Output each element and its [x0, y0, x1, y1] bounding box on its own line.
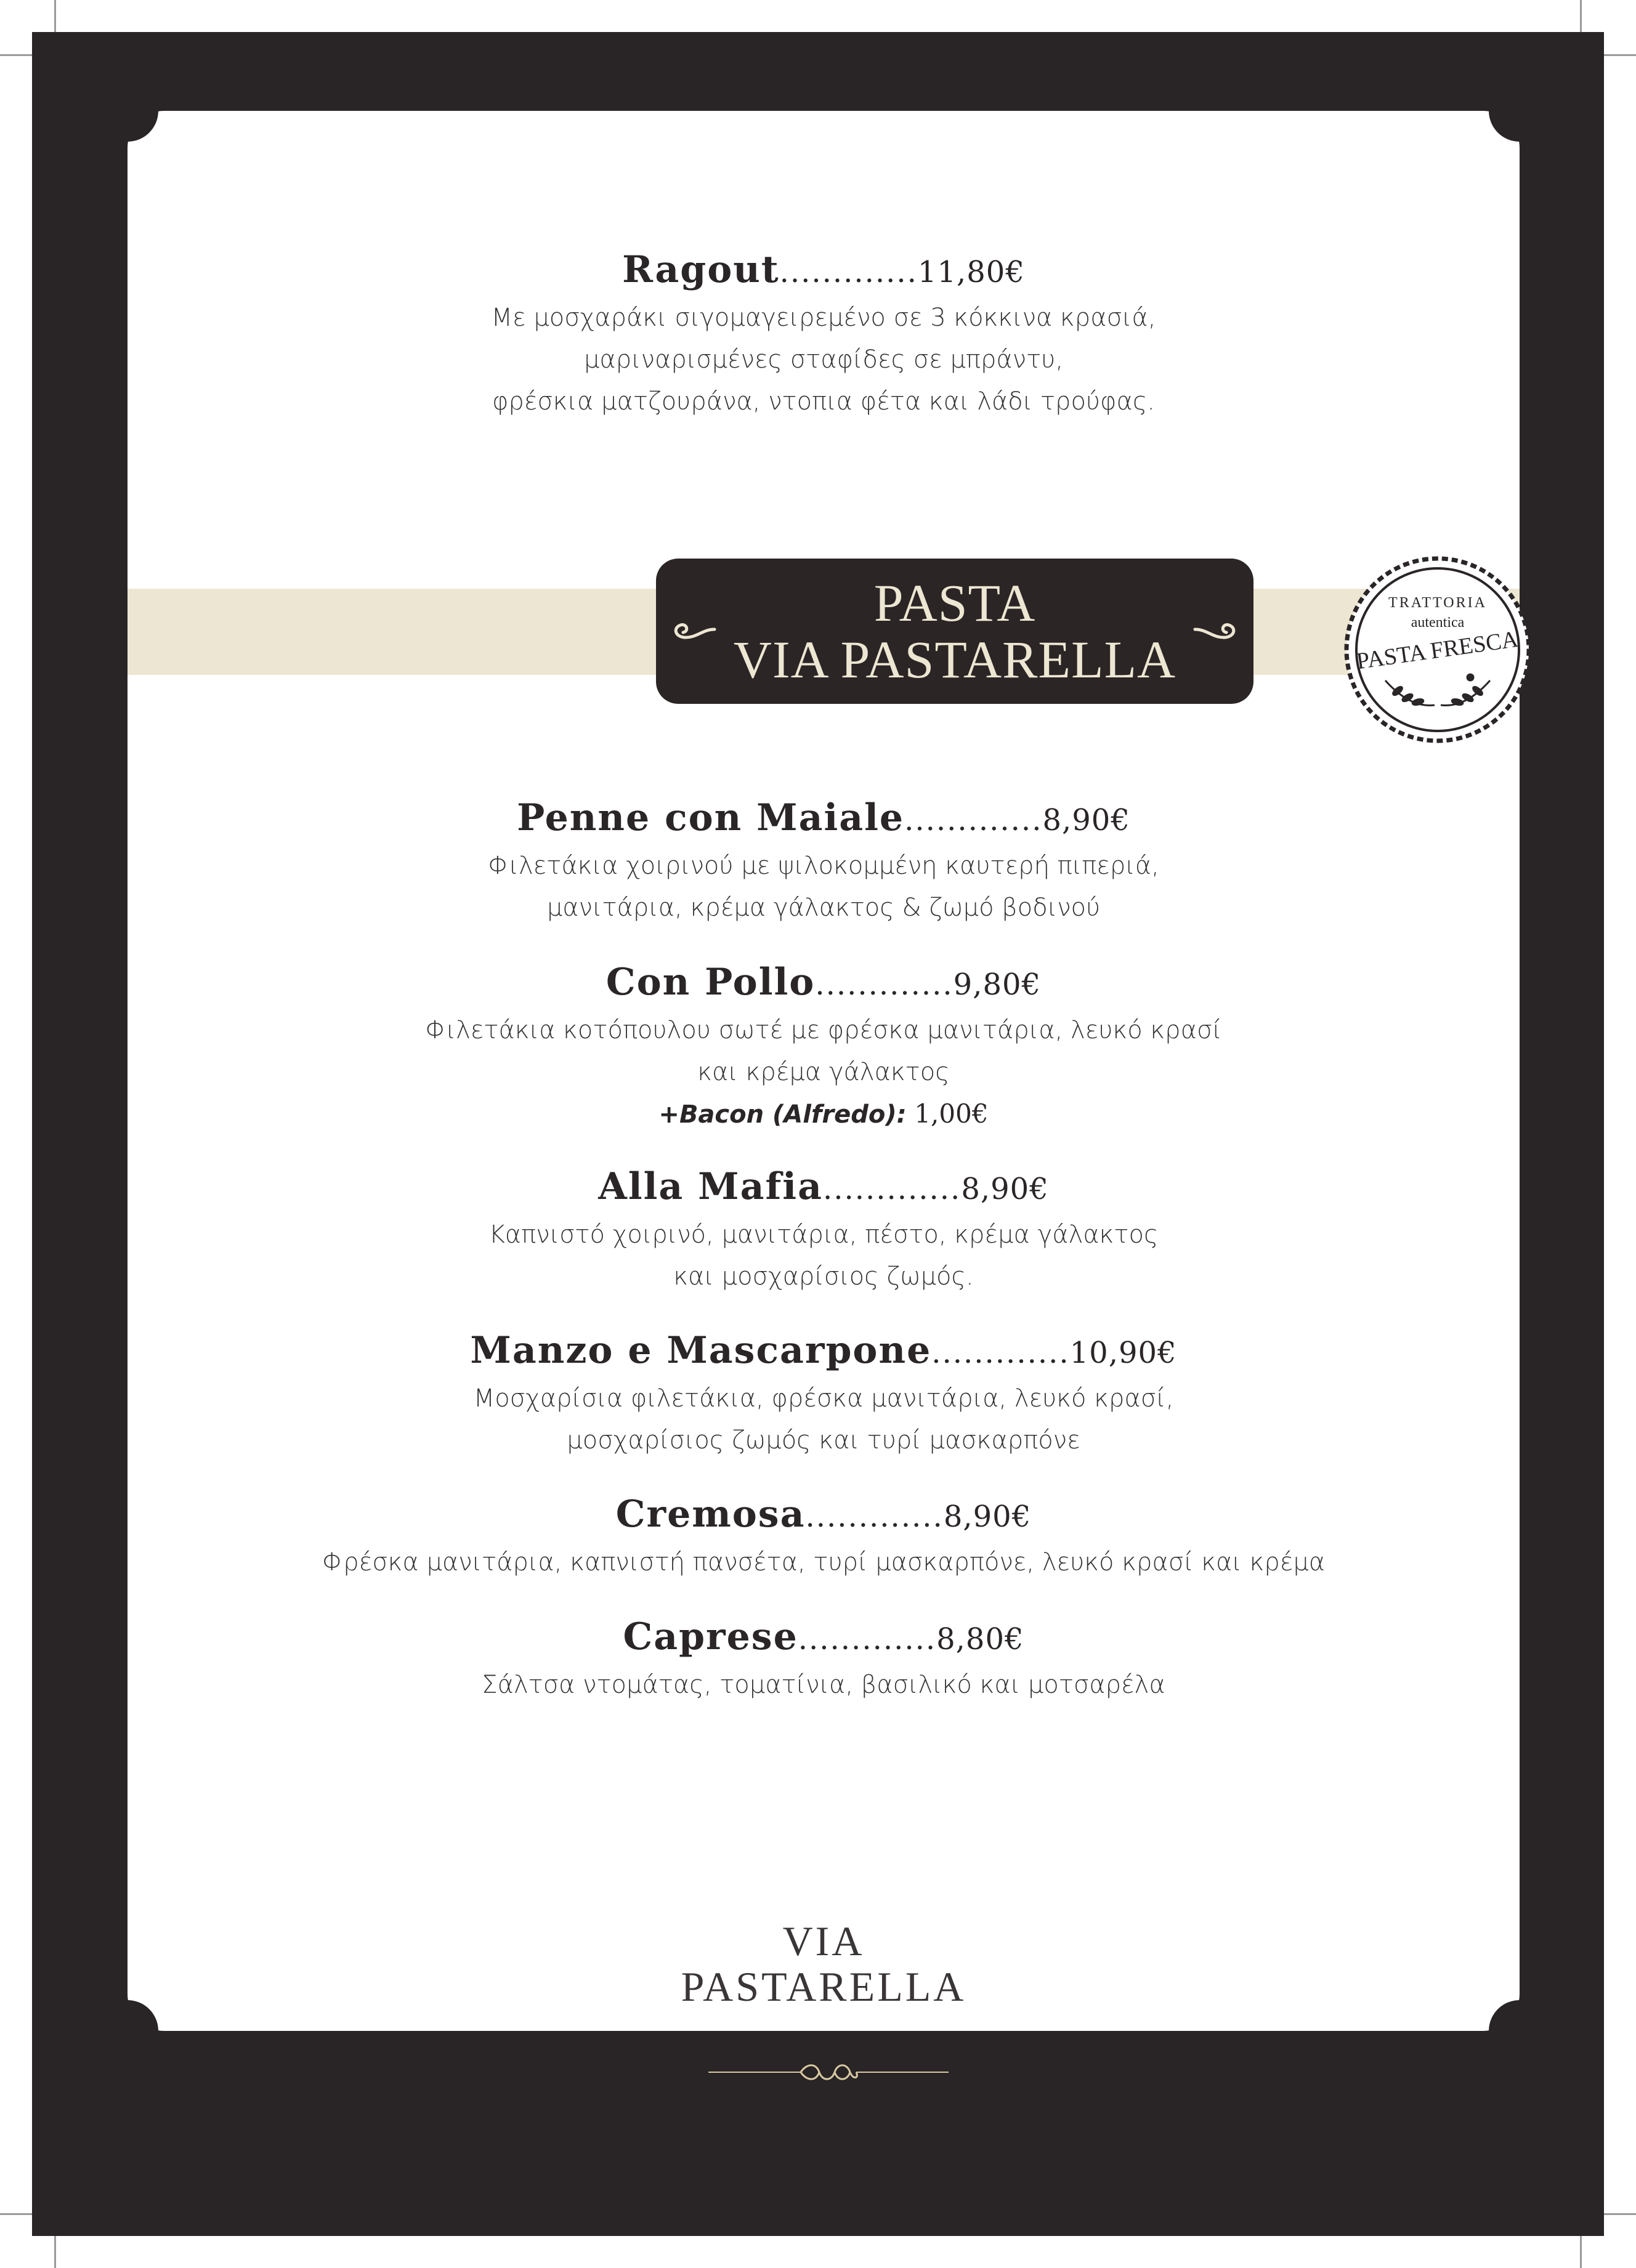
- item-price: 8,80€: [936, 1622, 1024, 1657]
- ornament-flourish-icon: [708, 2060, 949, 2084]
- item-description: και μοσχαρίσιος ζωμός.: [673, 1262, 974, 1291]
- crop-mark: [1599, 54, 1636, 56]
- item-extra: [128, 1093, 1520, 1136]
- card-corner-notch: [1489, 2000, 1550, 2062]
- item-description: μανιτάρια, κρέμα γάλακτος & ζωμό βοδινού: [546, 894, 1101, 922]
- item-description: Σάλτσα ντομάτας, τοματίνια, βασιλικό και μοτσαρέλα: [482, 1671, 1165, 1699]
- extra-price: 1,00€: [914, 1099, 989, 1129]
- menu-item: [128, 1162, 1520, 1297]
- item-dots: .............: [779, 255, 918, 289]
- crop-mark: [1580, 0, 1582, 37]
- item-description: Φρέσκα μανιτάρια, καπνιστή πανσέτα, τυρί μασκαρπόνε, λευκό κρασί και κρέμα: [322, 1548, 1326, 1576]
- item-heading: [128, 958, 1520, 1009]
- item-heading: [128, 1162, 1520, 1214]
- item-description: Καπνιστό χοιρινό, μανιτάρια, πέστο, κρέμα γάλακτος: [488, 1221, 1159, 1249]
- crop-mark: [1599, 2213, 1636, 2215]
- item-dots: .............: [931, 1336, 1070, 1370]
- item-name: Alla Mafia: [598, 1165, 823, 1208]
- footer-logo-line: VIA: [782, 1918, 865, 1964]
- item-name: Manzo e Mascarpone: [470, 1329, 932, 1372]
- item-description: μαριναρισμένες σταφίδες σε μπράντυ,: [583, 345, 1064, 374]
- footer-logo: [128, 1918, 1520, 2009]
- item-price: 9,80€: [953, 967, 1042, 1002]
- item-description: μοσχαρίσιος ζωμός και τυρί μασκαρπόνε: [567, 1426, 1080, 1455]
- item-heading: [128, 1490, 1520, 1541]
- item-description: Φιλετάκια χοιρινού με ψιλοκομμένη καυτερή πιπεριά,: [488, 852, 1159, 880]
- item-name: Con Pollo: [605, 961, 816, 1004]
- extra-label: +Bacon (Alfredo):: [658, 1100, 907, 1129]
- item-dots: .............: [798, 1622, 937, 1657]
- crop-mark: [0, 54, 37, 56]
- badge-top-text: TRATTORIA: [1388, 595, 1487, 611]
- item-dots: .............: [805, 1499, 944, 1534]
- item-heading: [128, 245, 1520, 297]
- item-heading: [128, 1612, 1520, 1664]
- item-price: 8,90€: [1042, 803, 1130, 837]
- menu-item-ragout: [128, 245, 1520, 422]
- badge-main-text: PASTA FRESCA: [1355, 626, 1520, 675]
- section-title-line: VIA PASTARELLA: [733, 630, 1176, 689]
- section-title-line: PASTA: [873, 573, 1036, 632]
- item-description: Με μοσχαράκι σιγομαγειρεμένο σε 3 κόκκινα κρασιά,: [491, 304, 1156, 332]
- item-dots: .............: [815, 967, 954, 1002]
- crop-mark: [1580, 2231, 1582, 2268]
- item-price: 8,90€: [961, 1172, 1049, 1206]
- item-description: φρέσκια ματζουράνα, ντοπια φέτα και λάδι τρούφας.: [492, 387, 1156, 416]
- badge-middle-text: autentica: [1411, 615, 1465, 631]
- menu-item: [128, 1612, 1520, 1706]
- item-name: Caprese: [623, 1615, 798, 1658]
- menu-item: [128, 1490, 1520, 1583]
- item-description: Φιλετάκια κοτόπουλου σωτέ με φρέσκα μανιτάρια, λευκό κρασί: [425, 1016, 1222, 1044]
- crop-mark: [0, 2213, 37, 2215]
- item-price: 10,90€: [1069, 1336, 1177, 1370]
- pasta-fresca-badge: [1342, 554, 1533, 745]
- menu-card: [128, 111, 1520, 2031]
- item-name: Ragout: [622, 248, 780, 291]
- item-heading: [128, 793, 1520, 845]
- menu-item: [128, 793, 1520, 929]
- item-dots: .............: [822, 1172, 962, 1206]
- item-name: Penne con Maiale: [517, 796, 905, 839]
- menu-item: [128, 1326, 1520, 1461]
- card-corner-notch: [97, 2000, 158, 2062]
- card-corner-notch: [1489, 80, 1550, 142]
- menu-item: [128, 958, 1520, 1136]
- item-heading: [128, 1326, 1520, 1378]
- item-price: 8,90€: [943, 1499, 1032, 1534]
- section-title-plate: [656, 559, 1253, 704]
- item-name: Cremosa: [615, 1493, 806, 1536]
- footer-logo-line: PASTARELLA: [681, 1963, 966, 2010]
- crop-mark: [54, 2231, 56, 2268]
- item-description: Μοσχαρίσια φιλετάκια, φρέσκα μανιτάρια, λευκό κρασί,: [473, 1384, 1174, 1413]
- crop-mark: [54, 0, 56, 37]
- item-dots: .............: [904, 803, 1043, 837]
- item-price: 11,80€: [917, 255, 1025, 289]
- item-description: και κρέμα γάλακτος: [697, 1058, 950, 1086]
- section-title: [656, 559, 1253, 704]
- card-corner-notch: [97, 80, 158, 142]
